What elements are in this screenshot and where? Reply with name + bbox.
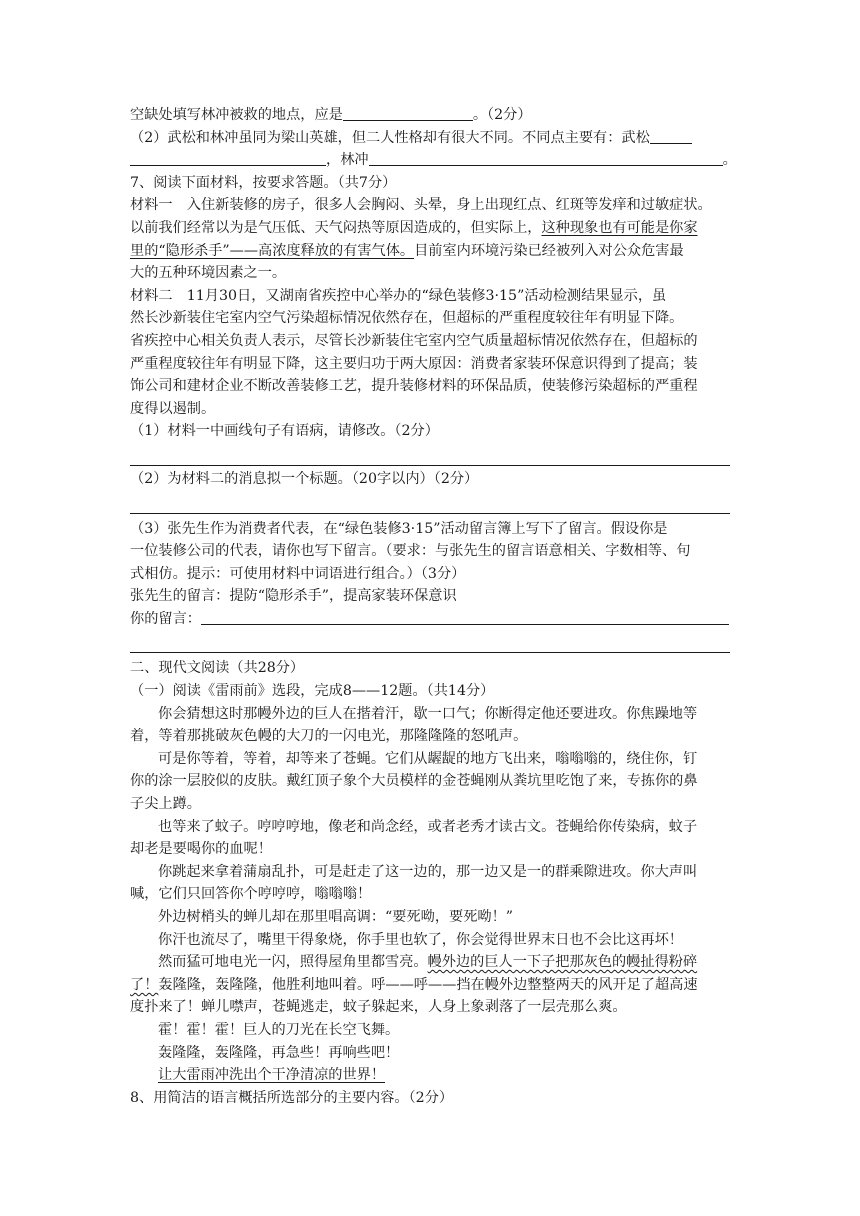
q7-material2-line5: 饰公司和建材企业不断改善装修工艺，提升装修材料的环保品质，使装修污染超标的严重程 [130,378,698,395]
q7-m1-text-cont: 目前室内环境污染已经被列入对公众危害最 [414,242,684,259]
passage-p4-line1: 你跳起来拿着蒲扇乱扑，可是赶走了这一边的，那一边又是一的群乘隙进攻。你大声叫 [158,863,698,880]
q7-your-message-blank[interactable] [201,610,729,625]
passage-wavy-sentence: 幔外边的巨人一下子把那灰色的幔扯得粉碎 [427,954,698,971]
q7-sub3-line3: 式相仿。提示：可使用材料中词语进行组合。）（3分） [130,565,466,582]
section2-title: 二、现代文阅读（共28分） [130,660,305,677]
q7-sub2: （2）为材料二的消息拟一个标题。（20字以内）（2分） [130,470,479,487]
q7-material1-line3 [130,240,730,263]
q7-sub1: （1）材料一中画线句子有语病，请修改。（2分） [130,423,439,440]
q6-sub2-text: （2）武松和林冲虽同为梁山英雄，但二人性格却有很大不同。不同点主要有：武松 [130,129,650,146]
passage-p7-text-cont: 轰隆隆，轰隆隆，他胜利地叫着。呼——呼——挡在幔外边整整两天的风开足了超高速 [158,976,698,993]
q7-your-message-line2[interactable] [130,630,730,653]
passage-p7-text: 然而猛可地电光一闪，照得屋角里都雪亮。 [158,954,428,971]
q6-sub2 [130,127,730,150]
q7-title: 7、阅读下面材料，按要求答题。（共7分） [130,174,397,191]
q6-wusong-blank[interactable] [130,151,326,166]
passage-p3-line1: 也等来了蚊子。哼哼哼地，像老和尚念经，或者老秀才读古文。苍蝇给你传染病，蚊子 [158,818,698,835]
q7-material1-line4: 大的五种环境因素之一。 [130,265,287,282]
passage-p9: 轰隆隆，轰隆隆，再急些！再响些吧！ [158,1044,400,1061]
passage-p2-line1: 可是你等着，等着，却等来了苍蝇。它们从龌龊的地方飞出来，嗡嗡嗡的，绕住你，钉 [158,750,698,767]
passage-p5: 外边树梢头的蝉儿却在那里唱高调：“要死呦，要死呦！” [158,909,514,925]
q7-material1-line1: 材料一 入住新装修的房子，很多人会胸闷、头晕，身上出现红点、红斑等发痒和过敏症状。 [130,197,712,214]
q7-sub2-answer-line[interactable] [130,491,730,514]
q7-material2-line4: 严重程度较往年有明显下降，这主要归功于两大原因：消费者家装环保意识得到了提高；装 [130,355,698,372]
q6-line1-after: 。（2分） [472,107,532,123]
passage-p1-line2: 着，等着那挑破灰色幔的大刀的一闪电光，那隆隆隆的怒吼声。 [130,728,528,745]
passage-p8: 霍！霍！霍！巨人的刀光在长空飞舞。 [158,1021,400,1038]
passage-p2-line3: 子尖上蹲。 [130,796,201,813]
q8-title: 8、用简洁的语言概括所选部分的主要内容。（2分） [130,1089,454,1106]
q7-your-message-label: 你的留言： [130,610,201,627]
passage-underlined-final: 让大雷雨冲洗出个干净清凉的世界！ [158,1067,386,1084]
section2-part1-title: （一）阅读《雷雨前》选段，完成8——12题。（共14分） [130,683,495,700]
q7-material2-line1: 材料二 11月30日，又湖南省疾控中心举办的“绿色装修3·15”活动检测结果显示，虽 [130,287,667,304]
q7-material2-line2: 然长沙新装住宅室内空气污染超标情况依然存在，但超标的严重程度较往年有明显下降。 [130,310,684,327]
q6-wusong-blank-start[interactable] [650,129,692,144]
q7-sub3-line1: （3）张先生作为消费者代表，在“绿色装修3·15”活动留言簿上写下了留言。假设你是 [130,520,668,537]
q6-sub2-cont [130,149,737,172]
passage-wavy-sentence-end: 了！ [130,976,159,993]
passage-p7-line3: 度扑来了！蝉儿噤声，苍蝇逃走，蚊子躲起来，人身上象剥落了一层壳那么爽。 [130,999,627,1016]
passage-p2-line2: 你的涂一层胶似的皮肤。戴红顶子象个大员模样的金苍蝇刚从粪坑里吃饱了来，专拣你的鼻 [130,773,698,790]
q7-underlined-sentence-cont: 里的“隐形杀手”——高浓度释放的有害气体。 [130,242,415,259]
q6-line1 [130,104,730,127]
q7-sub3-line2: 一位装修公司的代表，请你也写下留言。（要求：与张先生的留言语意相关、字数相等、句 [130,543,691,560]
q7-material2-line6: 度得以遏制。 [130,400,216,417]
q7-material2-line3: 省疾控中心相关负责人表示，尽管长沙新装住宅室内空气质量超标情况依然存在，但超标的 [130,332,698,349]
q6-line1-text: 空缺处填写林冲被救的地点，应是 [130,107,343,123]
q7-sub1-answer-line[interactable] [130,443,730,466]
passage-p7-line2 [130,974,730,997]
q6-answer-blank[interactable] [343,106,473,121]
q7-zhang-message: 张先生的留言：提防“隐形杀手”，提高家装环保意识 [130,588,457,605]
q7-material1-line2 [130,217,730,240]
q6-sub2-end: 。 [722,152,737,169]
q7-your-message [130,608,730,631]
page-content [130,104,737,1109]
passage-p10 [130,1064,730,1087]
q6-linchong-blank[interactable] [369,151,723,166]
q7-underlined-sentence: 这种现象也有可能是你家 [541,219,698,236]
q6-sub2-mid: ，林冲 [326,152,369,169]
passage-p6: 你汗也流尽了，嘴里干得象烧，你手里也软了，你会觉得世界末日也不会比这再坏！ [158,931,683,948]
passage-p1-line1: 你会猜想这时那幔外边的巨人在揩着汗，歇一口气；你断得定他还要进攻。你焦躁地等 [158,705,698,722]
q7-m1-text: 以前我们经常以为是气压低、天气闷热等原因造成的，但实际上， [130,219,542,236]
passage-p7-line1 [130,951,730,974]
passage-p4-line2: 喊，它们只回答你个哼哼哼，嗡嗡嗡！ [130,886,372,903]
passage-p3-line2: 却老是要喝你的血呢！ [130,841,272,858]
